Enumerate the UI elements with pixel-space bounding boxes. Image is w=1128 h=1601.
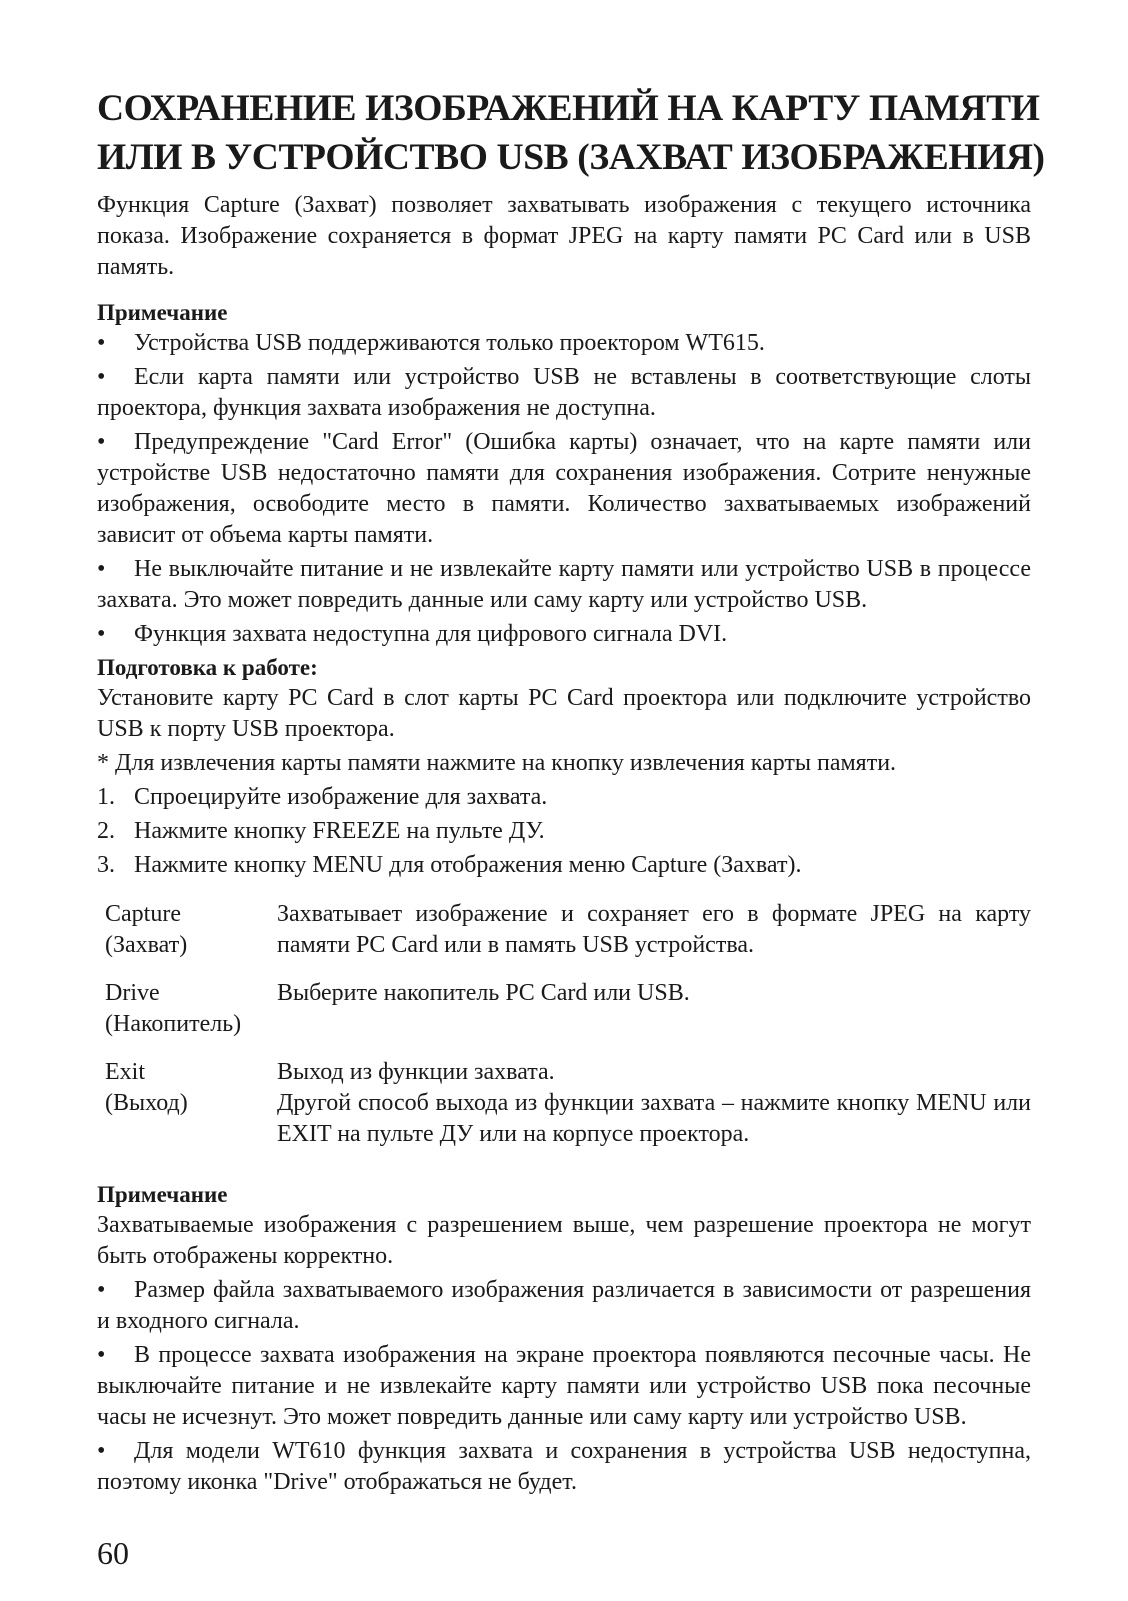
menu-term-name: Exit — [105, 1059, 145, 1085]
note-heading: Примечание — [97, 300, 228, 325]
note-bullet — [97, 1436, 1031, 1498]
menu-row-exit — [105, 1057, 1031, 1167]
bullet-mark: • — [97, 1342, 106, 1368]
note-bullet-text: Не выключайте питание и не извлекайте карту памяти или устройство USB в процессе захвата. Это может повредить данные или саму карту или устройство USB. — [97, 556, 1031, 613]
menu-term-translation: (Накопитель) — [105, 1011, 242, 1037]
capture-menu-table — [105, 899, 1031, 1167]
note-bullet-text: Для модели WT610 функция захвата и сохранения в устройства USB недоступна, поэтому иконка "Drive" отображаться не будет. — [97, 1438, 1031, 1495]
step-text: Нажмите кнопку FREEZE на пульте ДУ. — [134, 818, 545, 844]
step-item — [97, 850, 1031, 881]
prep-heading: Подготовка к работе: — [97, 655, 318, 680]
menu-term-translation: (Захват) — [105, 932, 188, 958]
bullet-mark: • — [97, 330, 106, 356]
bullet-mark: • — [97, 364, 106, 390]
menu-description — [277, 1057, 1031, 1167]
page-title — [97, 84, 1045, 182]
step-number: 2. — [97, 818, 115, 844]
step-text: Нажмите кнопку MENU для отображения меню Capture (Захват). — [134, 852, 802, 878]
note-bullet — [97, 619, 1031, 650]
page-number: 60 — [97, 1535, 129, 1571]
note-heading: Примечание — [97, 1182, 228, 1207]
intro-paragraph: Функция Capture (Захват) позволяет захватывать изображения с текущего источника показа. Изображение сохраняется в формат JPEG на карту памяти PC Card или в USB память. — [97, 192, 1031, 280]
menu-description — [277, 899, 1031, 978]
note-bullet-text: Размер файла захватываемого изображения различается в зависимости от разрешения и входного сигнала. — [97, 1277, 1031, 1334]
menu-description-extra: Другой способ выхода из функции захвата – нажмите кнопку MENU или EXIT на пульте ДУ или на корпусе проектора. — [277, 1090, 1031, 1147]
note-text: Захватываемые изображения с разрешением выше, чем разрешение проектора не могут быть отображены корректно. — [97, 1212, 1031, 1269]
bullet-mark: • — [97, 621, 106, 647]
title-line-2: ИЛИ В УСТРОЙСТВО USB (ЗАХВАТ ИЗОБРАЖЕНИЯ) — [97, 137, 1045, 178]
note-bullet-text: В процессе захвата изображения на экране проектора появляются песочные часы. Не выключайте питание и не извлекайте карту памяти или устройство USB пока песочные часы не исчезнут. Это может повредить данные или саму карту или устройство USB. — [97, 1342, 1031, 1430]
menu-row-drive — [105, 978, 1031, 1057]
note-bullet-text: Устройства USB поддерживаются только проектором WT615. — [134, 330, 765, 356]
note-bullet — [97, 1275, 1031, 1337]
menu-description-text: Выход из функции захвата. — [277, 1059, 555, 1085]
step-item — [97, 816, 1031, 847]
menu-description — [277, 978, 1031, 1057]
note-bullet — [97, 1340, 1031, 1433]
prep-text: Установите карту PC Card в слот карты PC Card проектора или подключите устройство USB к порту USB проектора. — [97, 685, 1031, 742]
bullet-mark: • — [97, 1277, 106, 1303]
note-bullet-text: Если карта памяти или устройство USB не вставлены в соответствующие слоты проектора, функция захвата изображения не доступна. — [97, 364, 1031, 421]
bullet-mark: • — [97, 429, 106, 455]
note-bullet — [97, 554, 1031, 616]
prep-asterisk-note: * Для извлечения карты памяти нажмите на кнопку извлечения карты памяти. — [97, 750, 897, 776]
menu-term-name: Drive — [105, 980, 160, 1006]
note-bullet — [97, 328, 1031, 359]
menu-description-text: Выберите накопитель PC Card или USB. — [277, 980, 690, 1006]
menu-row-capture — [105, 899, 1031, 978]
menu-description-text: Захватывает изображение и сохраняет его в формате JPEG на карту памяти PC Card или в память USB устройства. — [277, 901, 1031, 958]
step-item — [97, 782, 1031, 813]
menu-term-name: Capture — [105, 901, 181, 927]
menu-term — [105, 1057, 277, 1167]
step-text: Спроецируйте изображение для захвата. — [134, 784, 548, 810]
bullet-mark: • — [97, 556, 106, 582]
page-content — [97, 84, 1045, 1498]
step-number: 3. — [97, 852, 115, 878]
bullet-mark: • — [97, 1438, 106, 1464]
note-bullet — [97, 362, 1031, 424]
menu-term-translation: (Выход) — [105, 1090, 188, 1116]
title-line-1: СОХРАНЕНИЕ ИЗОБРАЖЕНИЙ НА КАРТУ ПАМЯТИ — [97, 88, 1040, 129]
menu-term — [105, 978, 277, 1057]
note-bullet-text: Функция захвата недоступна для цифрового сигнала DVI. — [134, 621, 728, 647]
step-number: 1. — [97, 784, 115, 810]
menu-term — [105, 899, 277, 978]
note-bullet — [97, 427, 1031, 551]
note-bullet-text: Предупреждение "Card Error" (Ошибка карты) означает, что на карте памяти или устройстве USB недостаточно памяти для сохранения изображения. Сотрите ненужные изображения, освободите место в памяти. Количество захватываемых изображений зависит от объема карты памяти. — [97, 429, 1031, 548]
